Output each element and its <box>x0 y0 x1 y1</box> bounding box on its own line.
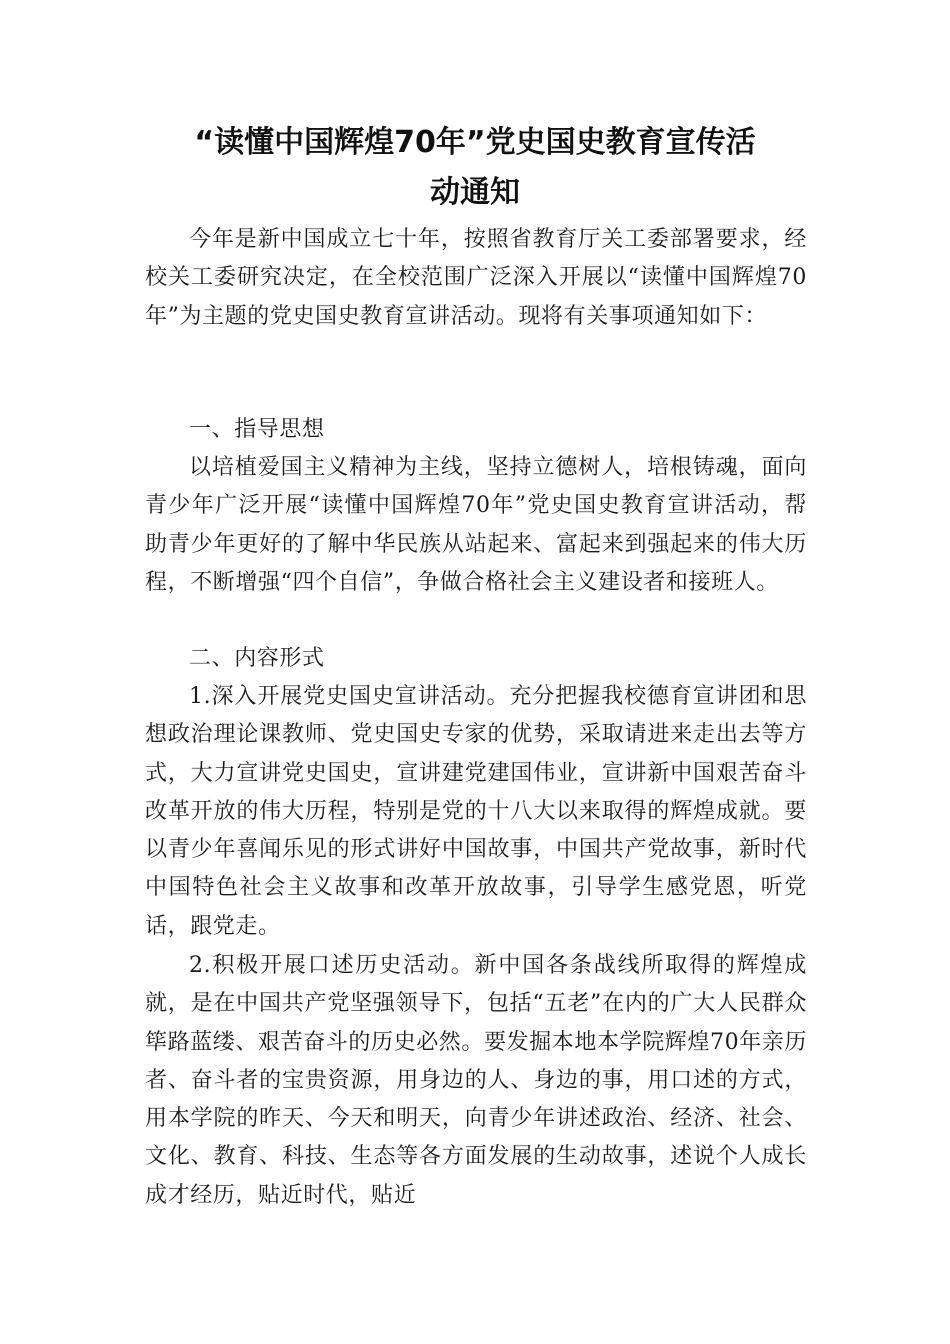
document-title <box>145 118 805 218</box>
guiding-ideology-paragraph: 以培植爱国主义精神为主线，坚持立德树人，培根铸魂，面向青少年广泛开展“读懂中国辉煌70年”党史国史教育宣讲活动，帮助青少年更好的了解中华民族从站起来、富起来到强起来的伟大历程，不断增强“四个自信”，争做合格社会主义建设者和接班人。 <box>145 455 807 595</box>
title-line-1: “读懂中国辉煌70年”党史国史教育宣传活 <box>194 125 756 160</box>
section-heading-content-form: 二、内容形式 <box>189 646 325 671</box>
section-heading-guiding-ideology: 一、指导思想 <box>189 417 325 442</box>
content-item-1-paragraph: 1.深入开展党史国史宣讲活动。充分把握我校德育宣讲团和思想政治理论课教师、党史国史专家的优势，采取请进来走出去等方式，大力宣讲党史国史，宣讲建党建国伟业，宣讲新中国艰苦奋斗改革开放的伟大历程，特别是党的十八大以来取得的辉煌成就。要以青少年喜闻乐见的形式讲好中国故事，中国共产党故事，新时代中国特色社会主义故事和改革开放故事，引导学生感党恩，听党话，跟党走。 <box>145 684 807 939</box>
title-line-2: 动通知 <box>430 175 520 210</box>
content-item-2-paragraph: 2.积极开展口述历史活动。新中国各条战线所取得的辉煌成就，是在中国共产党坚强领导下，包括“五老”在内的广大人民群众筚路蓝缕、艰苦奋斗的历史必然。要发掘本地本学院辉煌70年亲历者、奋斗者的宝贵资源，用身边的人、身边的事，用口述的方式，用本学院的昨天、今天和明天，向青少年讲述政治、经济、社会、文化、教育、科技、生态等各方面发展的生动故事，述说个人成长成才经历，贴近时代，贴近 <box>145 953 807 1208</box>
intro-paragraph: 今年是新中国成立七十年，按照省教育厅关工委部署要求，经校关工委研究决定，在全校范围广泛深入开展以“读懂中国辉煌70年”为主题的党史国史教育宣讲活动。现将有关事项通知如下： <box>145 227 807 329</box>
